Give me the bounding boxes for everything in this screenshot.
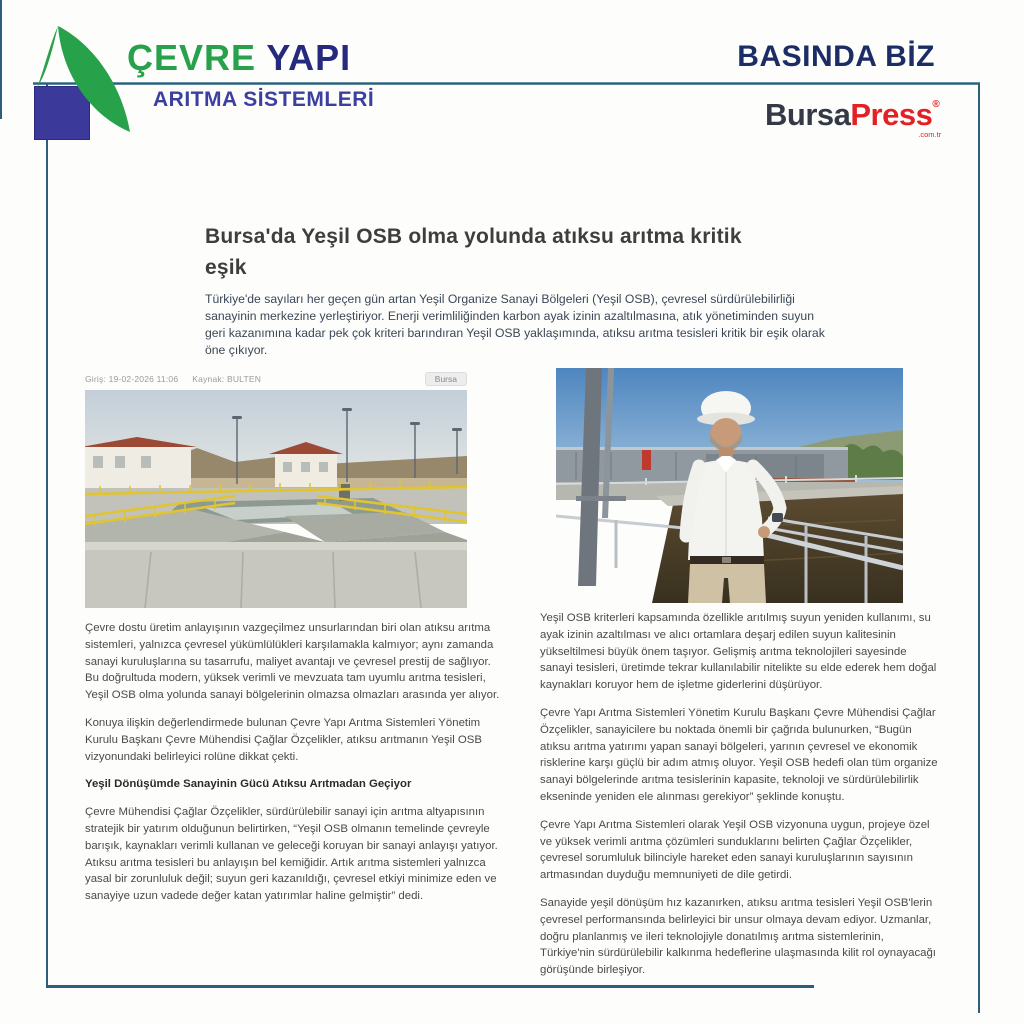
meta-entry-date: Giriş: 19-02-2026 11:06 (85, 374, 179, 384)
right-paragraph-1: Yeşil OSB kriterleri kapsamında özellikle arıtılmış suyun yeniden kullanımı, su ayak izinin azaltılması ve alıcı ortamlara deşarj edilen suyun kalitesinin yükseltilmesi büyük önem taşıyor. Gelişmiş arıtma teknolojileri sayesinde sanayi tesisleri, üretimde tekrar kullanılabilir nitelikte su elde ederek hem doğal kaynakları koruyor hem de işletme giderlerini düşürüyor. (540, 612, 937, 692)
registered-mark: ® (932, 99, 940, 110)
article-subheading: Yeşil Dönüşümde Sanayinin Gücü Atıksu Arıtmadan Geçiyor (85, 778, 412, 791)
left-paragraph-1: Çevre dostu üretim anlayışının vazgeçilmez unsurlarından biri olan atıksu arıtma sistemleri, yalnızca çevresel yükümlülükleri karşılamakla kalmıyor; aynı zamanda sanayi kuruluşlarına su tasarrufu, maliyet avantajı ve çevresel prestij de sağlıyor. Bu doğrultuda modern, yüksek verimli ve mevzuata tam uyumlu arıtma tesisleri, Yeşil OSB olma yolunda sanayi bölgelerinin olmazsa olmazları arasında yer alıyor. (85, 622, 500, 702)
brand-tagline: ARITMA SİSTEMLERİ (153, 88, 375, 111)
logo-vertical-line (0, 0, 2, 119)
frame-left-border (46, 84, 48, 986)
bursapress-domain: .com.tr (918, 130, 942, 139)
article-left-column (85, 620, 507, 916)
article-meta-row (85, 370, 467, 388)
meta-source: Kaynak: BULTEN (192, 374, 262, 384)
press-section-title: BASINDA BİZ (737, 40, 935, 73)
brand-name-part1: ÇEVRE (127, 37, 257, 78)
right-paragraph-3: Çevre Yapı Arıtma Sistemleri olarak Yeşil OSB vizyonuna uygun, projeye özel ve yüksek verimli arıtma çözümleri sunduklarını belirten Çağlar Özçelikler, çevresel sorumluluk bilinciyle hareket eden sanayi kuruluşlarının sayısının artmasından duyduğu memnuniyeti de dile getirdi. (540, 818, 930, 882)
meta-tag-bursa[interactable]: Bursa (425, 372, 467, 387)
article-meta-text (85, 374, 275, 384)
engineer-portrait-photo (556, 368, 903, 603)
brand-name-part2: YAPI (256, 37, 352, 78)
frame-right-border (978, 83, 980, 1013)
bursapress-logo-part1: Bursa (765, 97, 851, 132)
article-right-column (540, 610, 940, 990)
bursapress-logo (765, 97, 942, 139)
article-intro: Türkiye'de sayıları her geçen gün artan Yeşil Organize Sanayi Bölgeleri (Yeşil OSB), çevresel sürdürülebilirliği sanayinin merkezine yerleştiriyor. Enerji verimliliğinden karbon ayak izinin azaltılmasına, atık yönetiminden suyun geri kazanımına kadar pek çok kriteri barındıran Yeşil OSB yaklaşımında, atıksu arıtma tesisleri kritik bir eşik olarak öne çıkıyor. (205, 292, 825, 357)
left-paragraph-3: Çevre Mühendisi Çağlar Özçelikler, sürdürülebilir sanayi için arıtma altyapısının stratejik bir yatırım olduğunun belirtirken, “Yeşil OSB olmanın temelinde çevreyle barışık, kaynakları verimli kullanan ve geleceği koruyan bir sanayi anlayışı yatıyor. Atıksu arıtma tesisleri bu anlayışın bel kemiğidir. Artık arıtma sistemleri yalnızca yasal bir zorunluluk değil; suyun geri kazanıldığı, çevresel etkiyi minimize eden ve sanayiye uzun vadede değer katan yatırımlar haline gelmiştir” dedi. (85, 806, 498, 903)
brand-name (127, 37, 351, 79)
bursapress-logo-part2: Press (850, 97, 933, 132)
left-paragraph-2: Konuya ilişkin değerlendirmede bulunan Çevre Yapı Arıtma Sistemleri Yönetim Kurulu Başkanı Çevre Mühendisi Çağlar Özçelikler, atıksu arıtmanın Yeşil OSB vizyonundaki belirleyici rolüne dikkat çekti. (85, 716, 482, 763)
right-paragraph-2: Çevre Yapı Arıtma Sistemleri Yönetim Kurulu Başkanı Çevre Mühendisi Çağlar Özçelikler, sanayicilere bu noktada önemli bir çağrıda bulunurken, “Bugün atıksu arıtma yatırımı yapan sanayi bölgeleri, yarının çevresel ve ekonomik risklerine karşı güçlü bir adım atmış oluyor. Yeşil OSB hedefi olan tüm organize sanayi bölgelerinde arıtma tesislerinin kapasite, teknoloji ve sürdürülebilirlik ekseninde yeniden ele alınması gerekiyor” şeklinde konuştu. (540, 706, 938, 803)
article-title: Bursa'da Yeşil OSB olma yolunda atıksu arıtma kritik eşik (205, 225, 742, 279)
frame-top-rule (33, 82, 980, 85)
treatment-plant-photo (85, 390, 467, 608)
right-paragraph-4: Sanayide yeşil dönüşüm hız kazanırken, atıksu arıtma tesisleri Yeşil OSB'lerin çevresel performansında belirleyici bir unsur olmaya devam ediyor. Uzmanlar, doğru planlanmış ve ileri teknolojiyle donatılmış arıtma sistemlerinin, Türkiye'nin sürdürülebilir kalkınma hedeflerine ulaşmasında kilit rol oynayacağı görüşünde birleşiyor. (540, 896, 936, 977)
